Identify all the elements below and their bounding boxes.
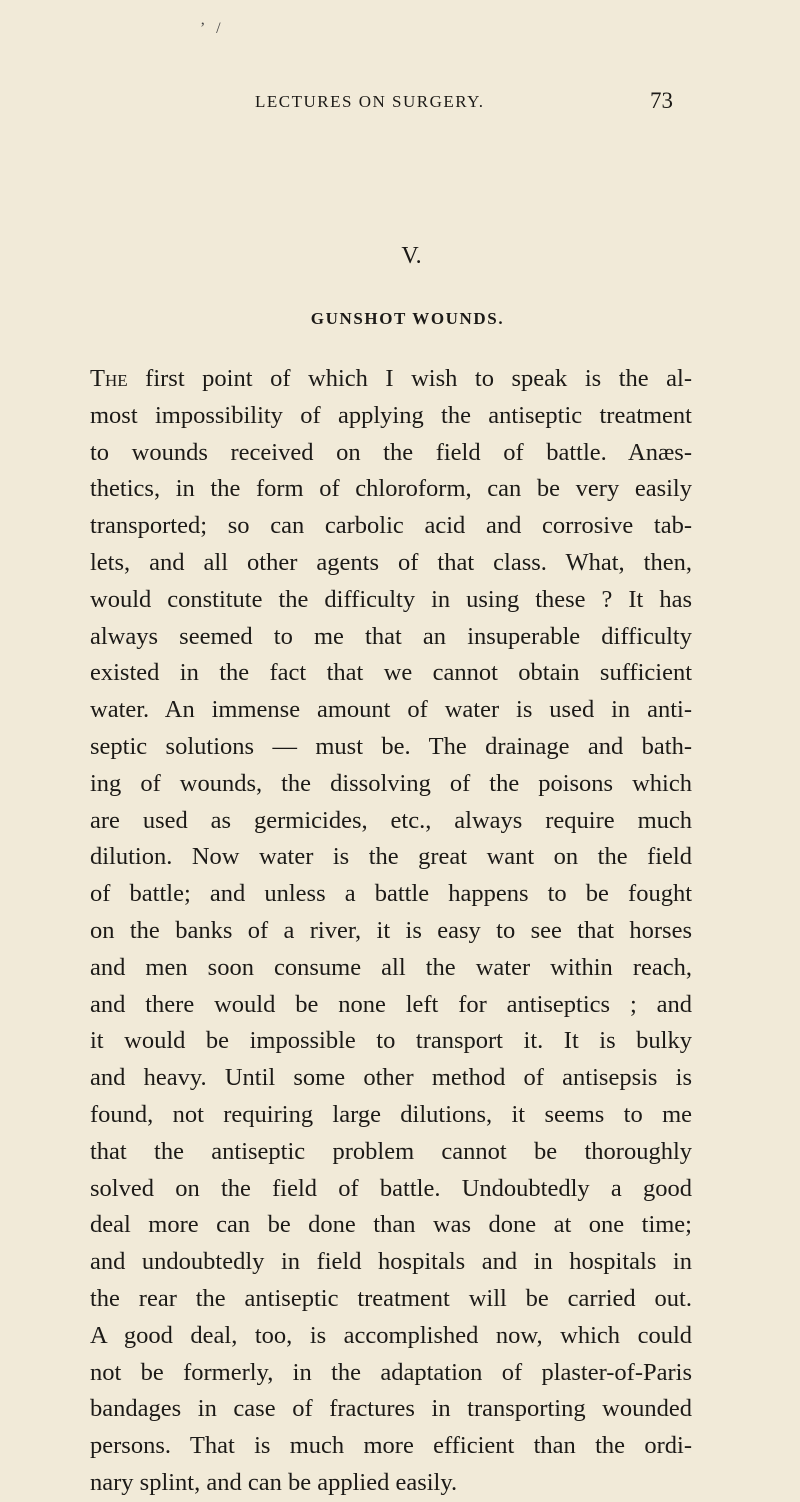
text-line: persons. That is much more efficient than the ordi- [90,1432,692,1460]
text-line: and undoubtedly in field hospitals and in hospitals in [90,1248,692,1276]
text-line: existed in the fact that we cannot obtain sufficient [90,659,692,687]
lead-word: The [90,365,128,392]
text-line: thetics, in the form of chloroform, can be very easily [90,475,692,503]
text-line: transported; so can carbolic acid and corrosive tab- [90,512,692,540]
text-line-first [90,361,692,398]
running-head: LECTURES ON SURGERY. [255,92,485,111]
text-line: bandages in case of fractures in transporting wounded [90,1395,692,1423]
text-line: most impossibility of applying the antiseptic treatment [90,401,692,429]
chapter-title: GUNSHOT WOUNDS. [310,309,505,328]
body-paragraph [90,361,692,1502]
text-line: would constitute the difficulty in using these ? It has [90,585,692,613]
text-line: always seemed to me that an insuperable difficulty [90,622,692,650]
text-line: and heavy. Until some other method of antisepsis is [90,1064,692,1092]
text-line: septic solutions — must be. The drainage and bath- [90,732,692,760]
chapter-number: V. [401,243,422,269]
text-line: it would be impossible to transport it. It is bulky [90,1027,692,1055]
text-line: of battle; and unless a battle happens to be fought [90,880,692,908]
text-line: are used as germicides, etc., always require much [90,806,692,834]
text-line: on the banks of a river, it is easy to see that horses [90,916,692,944]
text-line: solved on the field of battle. Undoubtedly a good [90,1174,692,1202]
text-line: dilution. Now water is the great want on the field [90,843,692,871]
text-line: and men soon consume all the water within reach, [90,953,692,981]
text-line: not be formerly, in the adaptation of plaster-of-Paris [90,1358,692,1386]
text-line: A good deal, too, is accomplished now, which could [90,1321,692,1349]
text-line: water. An immense amount of water is used in anti- [90,696,692,724]
stray-ink-mark: ’ / [200,20,225,37]
text-line: that the antiseptic problem cannot be thoroughly [90,1137,692,1165]
text-line: found, not requiring large dilutions, it seems to me [90,1100,692,1128]
text-line: ing of wounds, the dissolving of the poisons which [90,769,692,797]
first-line-rest: first point of which I wish to speak is the al- [127,365,692,392]
page-number: 73 [650,88,673,113]
text-line: to wounds received on the field of battle. Anæs- [90,438,692,466]
text-line: and there would be none left for antiseptics ; and [90,990,692,1018]
text-line: deal more can be done than was done at one time; [90,1211,692,1239]
text-line: the rear the antiseptic treatment will be carried out. [90,1284,692,1312]
text-line-last: nary splint, and can be applied easily. [90,1468,458,1496]
text-line: lets, and all other agents of that class. What, then, [90,548,692,576]
